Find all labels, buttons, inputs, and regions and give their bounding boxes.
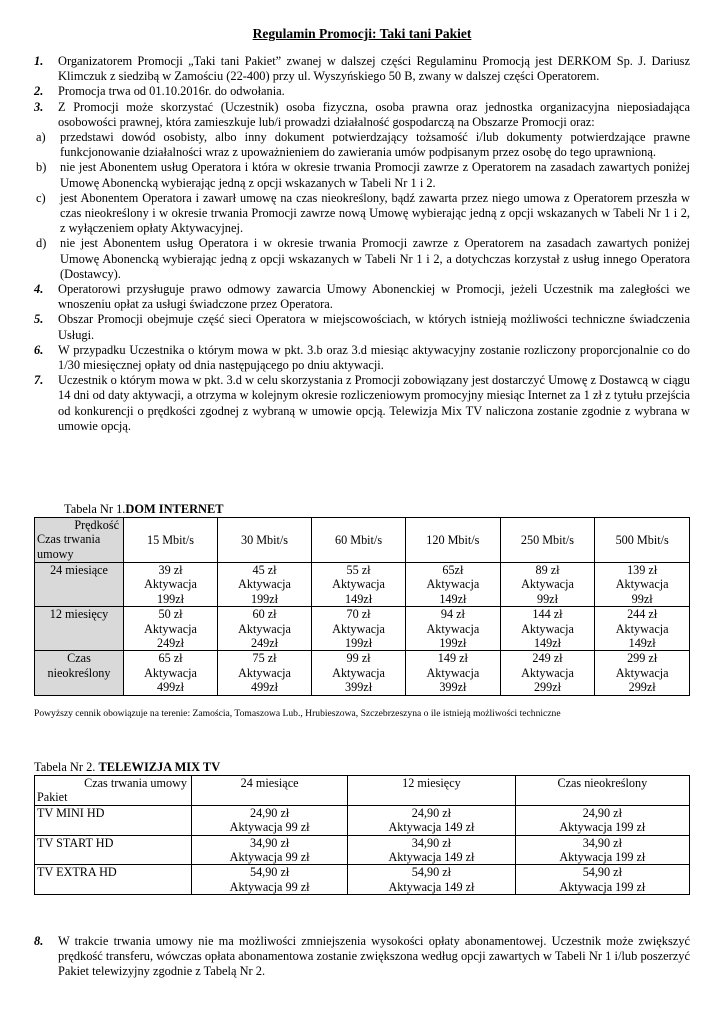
- activation-fee: 249zł: [250, 636, 279, 651]
- activation-fee: 399zł: [439, 680, 467, 695]
- activation-fee: 199zł: [345, 636, 373, 651]
- rules-list-continued: [34, 934, 690, 980]
- table-row: [35, 865, 690, 895]
- price-cell: [406, 651, 501, 695]
- price-value: 249 zł: [532, 651, 563, 666]
- price-value: 55 zł: [346, 563, 371, 577]
- rule-item: [34, 54, 690, 84]
- table1-caption-title: DOM INTERNET: [125, 502, 224, 516]
- subitem-letter: b): [36, 160, 47, 175]
- table-corner-cell: [35, 518, 124, 563]
- subitem-text: przedstawi dowód osobisty, albo inny dokument potwierdzający tożsamość i/lub dokumenty potwierdzające prawne funkcjonowanie działalności wraz z upoważnieniem do zawierania umów podpisanym przez osobę do tego uprawnioną.: [60, 130, 690, 160]
- rule-number: 1.: [34, 54, 44, 68]
- package-label: TV EXTRA HD: [35, 865, 192, 895]
- period-header: 24 miesiące: [192, 776, 348, 806]
- activation-fee: 99zł: [536, 591, 558, 606]
- activation-fee: Aktywacja 149 zł: [388, 879, 475, 894]
- corner-label-package: Pakiet: [37, 790, 68, 805]
- price-value: 65zł: [442, 563, 464, 577]
- rule-item: [34, 373, 690, 434]
- rule-text: Uczestnik o którym mowa w pkt. 3.d w celu skorzystania z Promocji zobowiązany jest dostarczyć Umowę z Dostawcą w ciągu 14 dni od daty aktywacji, a otrzyma w kolejnym okresie rozliczeniowym promocyjny miesiąc Internet za 1 zł z tytułu przejścia od konkurencji o prędkości zgodnej z wybraną w umowie opcją. Telewizja Mix TV naliczona zostanie zgodnie z wybrana w umowie opcją.: [58, 373, 690, 433]
- price-cell: [515, 805, 689, 835]
- price-value: 45 zł: [252, 563, 277, 577]
- activation-fee: 499zł: [250, 680, 279, 695]
- rule-item: [34, 312, 690, 342]
- activation-fee: Aktywacja 149 zł: [388, 820, 475, 835]
- speed-header: 15 Mbit/s: [124, 518, 218, 563]
- price-value: 89 zł: [535, 563, 560, 577]
- price-value: 149 zł: [437, 651, 468, 666]
- rule-number: 6.: [34, 342, 44, 357]
- activation-label: Aktywacja: [332, 577, 385, 592]
- activation-fee: 149zł: [439, 591, 467, 606]
- corner-label-duration: Czas trwania: [37, 532, 101, 547]
- price-value: 34,90 zł: [249, 835, 290, 850]
- table-row: [35, 805, 690, 835]
- activation-fee: Aktywacja 99 zł: [229, 850, 310, 865]
- speed-header: 250 Mbit/s: [500, 518, 595, 563]
- price-cell: [218, 563, 312, 607]
- rule-item: [34, 84, 690, 99]
- price-cell: [500, 651, 595, 695]
- rule-subitem: [34, 160, 690, 190]
- price-cell: [192, 805, 348, 835]
- speed-header: 60 Mbit/s: [312, 518, 406, 563]
- activation-fee: 299zł: [533, 680, 562, 695]
- price-cell: [124, 563, 218, 607]
- rule-subitem: [34, 236, 690, 282]
- activation-label: Aktywacja: [238, 665, 291, 680]
- subitem-letter: d): [36, 236, 47, 251]
- rule-text: Operatorowi przysługuje prawo odmowy zawarcia Umowy Abonenckiej w Promocji, jeżeli Uczestnik ma zaległości we wnoszeniu opłat za usługi świadczone przez Operatora.: [58, 282, 690, 312]
- table2-caption-prefix: Tabela Nr 2.: [34, 760, 99, 774]
- rule-subitem: [34, 130, 690, 160]
- price-value: 24,90 zł: [582, 805, 622, 820]
- activation-fee: 199zł: [250, 591, 279, 606]
- price-value: 24,90 zł: [249, 805, 290, 820]
- subitem-letter: c): [36, 190, 46, 205]
- period-header: Czas nieokreślony: [515, 776, 689, 806]
- table1-caption: [64, 502, 224, 517]
- price-cell: [406, 563, 501, 607]
- activation-label: Aktywacja: [426, 621, 480, 636]
- price-value: 139 zł: [627, 563, 658, 577]
- price-value: 34,90 zł: [582, 835, 622, 850]
- price-cell: [406, 607, 501, 651]
- activation-fee: Aktywacja 99 zł: [229, 879, 310, 894]
- price-value: 244 zł: [627, 607, 658, 622]
- price-value: 54,90 zł: [582, 865, 622, 880]
- corner-label-duration: Czas trwania umowy: [84, 776, 187, 790]
- price-cell: [218, 651, 312, 695]
- activation-label: Aktywacja: [521, 665, 574, 680]
- duration-label-text: nieokreślony: [47, 665, 111, 680]
- activation-fee: 149zł: [628, 636, 656, 651]
- price-cell: [515, 865, 689, 895]
- price-cell: [500, 607, 595, 651]
- activation-fee: 399zł: [345, 680, 373, 695]
- rule-number: 3.: [34, 99, 44, 114]
- duration-label-text: 24 miesiące: [50, 563, 108, 577]
- activation-label: Aktywacja: [238, 621, 291, 636]
- price-value: 144 zł: [532, 607, 563, 622]
- activation-label: Aktywacja: [615, 621, 669, 636]
- price-cell: [348, 835, 515, 865]
- price-value: 34,90 zł: [411, 835, 452, 850]
- price-value: 70 zł: [346, 607, 371, 622]
- price-value: 24,90 zł: [411, 805, 452, 820]
- period-header: 12 miesięcy: [348, 776, 515, 806]
- rule-text: Promocja trwa od 01.10.2016r. do odwołania.: [58, 84, 285, 99]
- activation-label: Aktywacja: [332, 665, 385, 680]
- duration-label-text: Czas: [67, 651, 91, 666]
- activation-label: Aktywacja: [521, 621, 574, 636]
- price-cell: [348, 805, 515, 835]
- price-value: 99 zł: [346, 651, 371, 666]
- activation-label: Aktywacja: [615, 665, 669, 680]
- duration-label: [35, 607, 124, 651]
- duration-label-text: 12 miesięcy: [49, 607, 109, 622]
- table2-caption: [34, 760, 220, 775]
- price-value: 65 zł: [158, 651, 183, 666]
- activation-fee: 99zł: [631, 591, 653, 606]
- price-cell: [218, 607, 312, 651]
- rule-text: W trakcie trwania umowy nie ma możliwości zmniejszenia wysokości opłaty abonamentowej. Uczestnik może zwiększyć prędkość transferu, wówczas opłata abonamentowa zostanie zwiększona według opcji zawartych w Tabeli Nr 1 i/lub poszerzyć Pakiet telewizyjny zgodnie z Tabelą Nr 2.: [58, 934, 690, 979]
- rule-number: 8.: [34, 934, 44, 948]
- activation-fee: 149zł: [533, 636, 562, 651]
- price-value: 75 zł: [252, 651, 277, 666]
- rule-item: [34, 100, 690, 130]
- activation-fee: Aktywacja 199 zł: [559, 879, 646, 894]
- duration-label: [35, 651, 124, 695]
- activation-label: Aktywacja: [426, 577, 480, 592]
- pricing-area-note: Powyższy cennik obowiązuje na terenie: Zamościa, Tomaszowa Lub., Hrubieszowa, Szczebrzeszyna o ile istnieją możliwości techniczne: [34, 708, 561, 719]
- table-header-row: [35, 776, 690, 806]
- price-value: 94 zł: [440, 607, 465, 622]
- price-cell: [124, 651, 218, 695]
- price-value: 39 zł: [158, 563, 183, 577]
- table-row: [35, 835, 690, 865]
- table-corner-cell: [35, 776, 192, 806]
- rule-item: [34, 934, 690, 980]
- price-cell: [312, 607, 406, 651]
- tv-price-table: [34, 775, 690, 895]
- rule-item: [34, 282, 690, 312]
- price-cell: [500, 563, 595, 607]
- activation-fee: Aktywacja 99 zł: [229, 820, 310, 835]
- rules-list: [34, 54, 690, 434]
- activation-fee: Aktywacja 149 zł: [388, 850, 475, 865]
- duration-label: [35, 563, 124, 607]
- price-cell: [192, 835, 348, 865]
- speed-header: 500 Mbit/s: [595, 518, 690, 563]
- table-header-row: [35, 518, 690, 563]
- internet-price-table: [34, 517, 690, 696]
- price-value: 54,90 zł: [411, 865, 452, 880]
- table-row: [35, 651, 690, 695]
- price-value: 50 zł: [158, 607, 183, 622]
- table2-caption-title: TELEWIZJA MIX TV: [98, 760, 221, 774]
- table1-caption-prefix: Tabela Nr 1.: [64, 502, 126, 516]
- activation-fee: 199zł: [439, 636, 467, 651]
- rule-text: W przypadku Uczestnika o którym mowa w pkt. 3.b oraz 3.d miesiąc aktywacyjny zostanie rozliczony proporcjonalnie co do 1/30 miesięcznej opłaty od dnia następującego po dniu aktywacji.: [58, 342, 690, 373]
- activation-fee: Aktywacja 199 zł: [559, 820, 646, 835]
- rule-number: 7.: [34, 373, 44, 388]
- price-value: 299 zł: [627, 651, 658, 666]
- speed-header: 30 Mbit/s: [218, 518, 312, 563]
- rule-text: Z Promocji może skorzystać (Uczestnik) osoba fizyczna, osoba prawna oraz jednostka organizacyjna nieposiadająca osobowości prawnej, która zamieszkuje lub/i prowadzi działalność gospodarczą na Obszarze Promocji oraz:: [58, 99, 690, 129]
- rule-number: 5.: [34, 312, 44, 327]
- activation-label: Aktywacja: [426, 665, 480, 680]
- package-label: TV START HD: [35, 835, 192, 865]
- activation-fee: 249zł: [156, 636, 185, 651]
- table-row: [35, 607, 690, 651]
- activation-label: Aktywacja: [615, 577, 669, 592]
- price-cell: [515, 835, 689, 865]
- price-cell: [595, 607, 690, 651]
- activation-fee: 299zł: [628, 680, 656, 695]
- price-value: 54,90 zł: [249, 865, 290, 880]
- price-cell: [348, 865, 515, 895]
- rule-number: 4.: [34, 282, 44, 297]
- speed-header: 120 Mbit/s: [406, 518, 501, 563]
- activation-label: Aktywacja: [332, 621, 385, 636]
- activation-label: Aktywacja: [521, 577, 574, 592]
- rule-subitem: [34, 191, 690, 237]
- activation-fee: 499zł: [156, 680, 185, 695]
- rule-item: [34, 343, 690, 373]
- price-cell: [595, 651, 690, 695]
- price-value: 60 zł: [252, 607, 277, 622]
- price-cell: [124, 607, 218, 651]
- activation-fee: 199zł: [156, 591, 185, 606]
- price-cell: [312, 651, 406, 695]
- rule-text: Organizatorem Promocji „Taki tani Pakiet” zwanej w dalszej części Regulaminu Promocją jest DERKOM Sp. J. Dariusz Klimczuk z siedzibą w Zamościu (22-400) przy ul. Wyszyńskiego 50 B, zwany w dalszej części Operatorem.: [58, 54, 690, 84]
- subitem-text: jest Abonentem Operatora i zawarł umowę na czas nieokreślony, bądź zawarta przez niego umowa z Operatorem przeszła w czas nieokreślony i w okresie trwania Promocji zawrze nową Umowę wybierając jedną z opcji wskazanych w Tabeli Nr 1 i 2, z wyłączeniem opłaty Aktywacyjnej.: [60, 190, 690, 236]
- price-cell: [595, 563, 690, 607]
- price-cell: [192, 865, 348, 895]
- subitem-text: nie jest Abonentem usług Operatora i która w okresie trwania Promocji zawrze z Operatorem na zasadach zawartych poniżej Umowę Abonencką wybierając jedną z opcji wskazanych w Tabeli Nr 1 i 2.: [60, 160, 690, 190]
- corner-label-contract: umowy: [37, 546, 74, 561]
- price-cell: [312, 563, 406, 607]
- package-label: TV MINI HD: [35, 805, 192, 835]
- activation-label: Aktywacja: [144, 577, 197, 592]
- subitem-text: nie jest Abonentem usług Operatora i w okresie trwania Promocji zawrze z Operatorem na zasadach zawartych poniżej Umowę Abonencką wybierając jedną z opcji wskazanych w Tabeli Nr 1 i 2, a dotychczas korzystał z usług innego Operatora (Dostawcy).: [60, 236, 690, 281]
- activation-fee: Aktywacja 199 zł: [559, 850, 646, 865]
- activation-fee: 149zł: [345, 591, 373, 606]
- activation-label: Aktywacja: [144, 665, 197, 680]
- table-row: [35, 563, 690, 607]
- activation-label: Aktywacja: [238, 577, 291, 592]
- corner-label-speed: Prędkość: [74, 518, 119, 532]
- activation-label: Aktywacja: [144, 621, 197, 636]
- subitem-letter: a): [36, 130, 46, 145]
- document-title: Regulamin Promocji: Taki tani Pakiet: [252, 26, 472, 41]
- rule-text: Obszar Promocji obejmuje część sieci Operatora w miejscowościach, w których istnieją możliwości techniczne świadczenia Usługi.: [58, 312, 690, 342]
- rule-number: 2.: [34, 84, 44, 99]
